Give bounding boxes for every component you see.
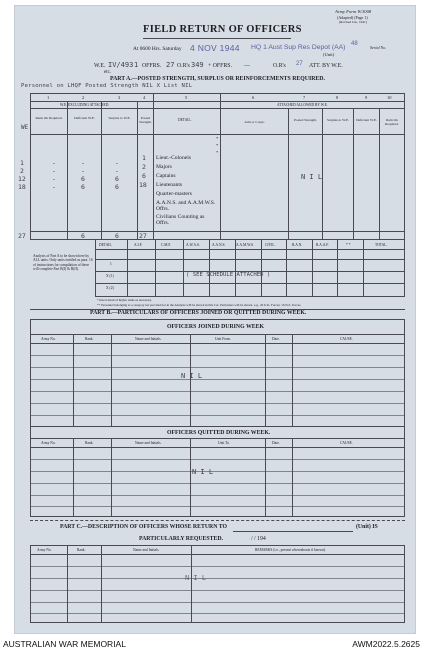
total-we: 27 bbox=[18, 232, 26, 240]
row-we-value: 2 bbox=[20, 167, 24, 175]
stamp-number-2: 27 bbox=[296, 61, 303, 67]
or2-label: O.R's bbox=[273, 63, 286, 69]
analysis-row-label: X (2) bbox=[106, 286, 114, 290]
col-number: 8 bbox=[336, 95, 339, 100]
col-head: Deficient W.E. bbox=[356, 118, 377, 122]
row-we-value: 1 bbox=[20, 159, 24, 167]
row-dash: - bbox=[52, 159, 56, 167]
part-b-heading: PART B.—PARTICULARS OF OFFICERS JOINED OR QUITTED DURING WEEK. bbox=[90, 310, 307, 316]
analysis-note: Analysis of Part A to be shown here by ALL units. Only units entitled as para. 16 of instructions for compilation of these will complete Part B(I) & B(II). bbox=[33, 254, 93, 271]
joined-col-head: Date. bbox=[272, 337, 280, 341]
joined-nil: N I L bbox=[181, 372, 203, 380]
col-number: 5 bbox=[185, 95, 188, 100]
joined-col-head: Name and Initials. bbox=[135, 337, 162, 341]
footnote-2: ** Personnel belonging to a category not provided for in the Analysis will be shown in this Col. Particulars will be shown, e.g., 20 U.K. Forces; 16 N.Z. Forces. bbox=[97, 303, 302, 307]
analysis-head: C.M.F. bbox=[161, 243, 171, 247]
row-deficient-value: - bbox=[81, 159, 85, 167]
row-posted-value: 18 bbox=[139, 181, 147, 189]
part-c-col-head: REMARKS (i.e., present whereabouts if known). bbox=[255, 548, 326, 552]
date-stamp: 4 NOV 1944 bbox=[190, 43, 240, 53]
quitted-col-head: CAUSE. bbox=[340, 441, 353, 445]
col-head: Posted Strength. bbox=[139, 116, 152, 124]
archive-name: AUSTRALIAN WAR MEMORIAL bbox=[3, 639, 126, 649]
col-head: Posted Strength. bbox=[294, 118, 317, 122]
col-head: Deficient W.E. bbox=[74, 116, 95, 120]
rank-label: Captains bbox=[156, 173, 176, 179]
analysis-head: R.A.A.F. bbox=[316, 243, 329, 247]
analysis-head: A.A.N.S. bbox=[212, 243, 226, 247]
or-value: 27 bbox=[166, 61, 175, 69]
archive-footer bbox=[0, 635, 424, 653]
col-head: Surplus to W.E. bbox=[327, 118, 349, 122]
offrs2-label: + OFFRS. bbox=[208, 63, 232, 69]
dash: — bbox=[244, 63, 250, 69]
part-c-col-head: Army No. bbox=[37, 548, 52, 552]
col-number: 6 bbox=[252, 95, 255, 100]
row-surplus-value: 6 bbox=[115, 175, 119, 183]
quitted-title: OFFICERS QUITTED DURING WEEK. bbox=[167, 430, 271, 436]
analysis-row-label: X (1) bbox=[106, 274, 114, 278]
form-title: FIELD RETURN OF OFFICERS bbox=[143, 24, 302, 35]
row-surplus-value: - bbox=[115, 167, 119, 175]
analysis-head: A.W.A.S. bbox=[186, 243, 200, 247]
schedule-attached-note: ( SEE SCHEDULE ATTACHED ) bbox=[186, 272, 271, 278]
we-value: IV/493 bbox=[108, 61, 134, 69]
analysis-head: * * bbox=[346, 243, 351, 247]
analysis-row-label: 1 bbox=[110, 262, 112, 266]
rank-label: A.A.N.S. and A.A.M.W.S. Offrs. bbox=[156, 200, 216, 212]
col-head: Rein On Required. bbox=[385, 118, 399, 126]
quitted-col-head: Name and Initials. bbox=[135, 441, 162, 445]
accession-number: AWM2022.5.2625 bbox=[352, 639, 420, 649]
quitted-col-head: Army No. bbox=[41, 441, 56, 445]
we-officers-value: 1 bbox=[134, 61, 139, 69]
analysis-head: A.I.F. bbox=[134, 243, 143, 247]
row-deficient-value: 6 bbox=[81, 183, 85, 191]
serial-label: Serial No. bbox=[370, 45, 387, 50]
unit-stamp: HQ 1 Aust Sup Res Depot (AA) bbox=[251, 44, 346, 51]
col-number: 2 bbox=[82, 95, 85, 100]
row-posted-value: 6 bbox=[142, 172, 146, 180]
row-deficient-value: - bbox=[81, 167, 85, 175]
attached-nil: N I L bbox=[301, 173, 323, 181]
row-posted-value: 1 bbox=[142, 154, 146, 162]
rank-label: Majors bbox=[156, 164, 172, 170]
we-label: W.E. bbox=[94, 63, 106, 69]
analysis-head: A.A.M.W.S. bbox=[236, 243, 254, 247]
part-c-unit-is: (Unit) IS bbox=[356, 524, 378, 530]
total-posted: 27 bbox=[139, 232, 147, 240]
col-number: 7 bbox=[303, 95, 306, 100]
total-deficient: 6 bbox=[81, 232, 85, 240]
total-surplus: 6 bbox=[115, 232, 119, 240]
quitted-nil: N I L bbox=[192, 468, 214, 476]
col-head: Arm or Corps. bbox=[244, 120, 265, 124]
part-c-col-head: Name and Initials. bbox=[133, 548, 160, 552]
detail-label: DETAIL. bbox=[178, 118, 192, 122]
row-dash: - bbox=[52, 183, 56, 191]
part-c-date: / / 194 bbox=[251, 536, 266, 542]
analysis-head: CIVIL. bbox=[265, 243, 276, 247]
rank-label: Civilians Counting as Offrs. bbox=[156, 214, 205, 226]
joined-col-head: Rank. bbox=[85, 337, 94, 341]
part-c-heading: PART C.—DESCRIPTION OF OFFICERS WHOSE RETURN TO bbox=[60, 524, 228, 530]
part-a-typed-line: Personnel on LHQF Posted Strength NIL X List NIL bbox=[21, 83, 193, 89]
joined-col-head: CAUSE. bbox=[340, 337, 353, 341]
footnote-1: * Insert detail of higher ranks as necessary. bbox=[97, 298, 152, 302]
part-a-heading: PART A.—POSTED STRENGTH, SURPLUS OR REINFORCEMENTS REQUIRED. bbox=[110, 76, 325, 82]
joined-col-head: Army No. bbox=[41, 337, 56, 341]
or-extra: 349 bbox=[191, 61, 204, 69]
stamp-number: 48 bbox=[351, 41, 358, 47]
form-sheet: Army Form W.3008 (Adapted) (Page 1) (Revised Jan., 1941) FIELD RETURN OF OFFICERS At 0600 Hrs. Saturday 4 NOV 1944 HQ 1 Aust Sup Res Depot (AA) (Unit) Serial No. 48 W.E. IV/493 1 OFFRS. 27 O.R's 349 + OFFRS. — O.R's 27 ATT. BY W.E. etc. PART A.—POSTED STRENGTH, SURPLUS OR REINFORCEMENTS REQUIRED. Personnel on LHQF Posted Strength NIL X List NIL 1 2 3 4 5 6 7 8 9 10 W.E. EXCLUDING ATTACHED. ATTACHED ALLOWED BY W.E. Rank On Required. Deficient W.E. Surplus to W.E. Posted Strength. DETAIL. Arm or Corps. Posted Strength. Surplus to W.E. Deficient W.E. Rein On Required. WE * * * Lieut.-Colonels Majors Captains Lieutenants Quarter-masters A.A.N.S. and A.A.M.W.S. Offrs. Civilians Counting as Offrs. 1 2 12 18 - - - - - - 6 6 - - 6 6 1 2 6 18 N I L 27 6 6 27 Analysis of Part A to be shown here by ALL units. Only units entitled as para. 16 of instructions for compilation of these will complete Part B(I) & B(II). DETAIL A.I.F. C.M.F. A.W.A.S. A.A.N.S. A.A.M.W.S. CIVIL. R.A.N. R.A.A.F. * * TOTAL. 1 X (1) X (2) ( SEE SCHEDULE ATTACHED ) * Insert detail of higher ranks as necessary. ** Personnel belonging to a category not provided for in the Analysis will be shown in this Col. Particulars will be shown, e.g., 20 U.K. Forces; 16 N.Z. Forces. PART B.—PARTICULARS OF OFFICERS JOINED OR QUITTED DURING WEEK. OFFICERS JOINED DURING WEEK Army No. Rank. Name and Initials. Unit From. Date. CAUSE. N I L OFFICERS QUITTED DURING WEEK. Army No. Rank. Name and Initials. Unit To. Date. CAUSE. N I L PART C.—DESCRIPTION OF OFFICERS WHOSE RETURN TO (Unit) IS PARTICULARLY REQUESTED. / / 194 Army No. Rank. Name and Initials. REMARKS (i.e., present whereabouts if known). N I L bbox=[14, 5, 416, 634]
row-surplus-value: 6 bbox=[115, 183, 119, 191]
analysis-head: TOTAL. bbox=[375, 243, 388, 247]
part-c-requested: PARTICULARLY REQUESTED. bbox=[139, 536, 223, 542]
col-number: 10 bbox=[387, 95, 392, 100]
col-number: 9 bbox=[365, 95, 368, 100]
analysis-head: DETAIL bbox=[99, 243, 112, 247]
we-column-marker: WE bbox=[21, 124, 29, 131]
joined-col-head: Unit From. bbox=[215, 337, 231, 341]
rank-label: Quarter-masters bbox=[156, 191, 192, 197]
col-number: 4 bbox=[143, 95, 146, 100]
row-deficient-value: 6 bbox=[81, 175, 85, 183]
at-hours-label: At 0600 Hrs. Saturday bbox=[133, 46, 182, 52]
etc-label: etc. bbox=[104, 70, 112, 75]
quitted-col-head: Unit To. bbox=[218, 441, 230, 445]
unit-label: (Unit) bbox=[323, 52, 335, 57]
joined-title: OFFICERS JOINED DURING WEEK bbox=[167, 324, 265, 330]
quitted-col-head: Date. bbox=[272, 441, 280, 445]
att-label: ATT. BY W.E. bbox=[309, 63, 343, 69]
rank-label: Lieut.-Colonels bbox=[156, 155, 191, 161]
attached-allowed-label: ATTACHED ALLOWED BY W.E. bbox=[277, 103, 328, 107]
form-revised: (Revised Jan., 1941) bbox=[339, 20, 367, 24]
or-label: O.R's bbox=[177, 63, 190, 69]
part-c-nil: N I L bbox=[185, 574, 207, 582]
row-surplus-value: - bbox=[115, 159, 119, 167]
we-offrs-label: OFFRS. bbox=[142, 63, 162, 69]
row-we-value: 12 bbox=[18, 175, 26, 183]
part-c-col-head: Rank. bbox=[77, 548, 86, 552]
row-dash: - bbox=[52, 167, 56, 175]
col-head: Rank On Required. bbox=[35, 116, 63, 120]
rank-label: Lieutenants bbox=[156, 182, 183, 188]
form-adapted: (Adapted) (Page 1) bbox=[337, 15, 368, 20]
analysis-head: R.A.N. bbox=[292, 243, 303, 247]
form-number: Army Form W.3008 bbox=[335, 9, 372, 14]
col-head: Surplus to W.E. bbox=[108, 116, 131, 120]
col-number: 3 bbox=[118, 95, 121, 100]
row-dash: - bbox=[52, 175, 56, 183]
col-number: 1 bbox=[47, 95, 50, 100]
row-we-value: 18 bbox=[18, 183, 26, 191]
quitted-col-head: Rank. bbox=[85, 441, 94, 445]
we-excluding-label: W.E. EXCLUDING ATTACHED. bbox=[60, 103, 110, 107]
row-posted-value: 2 bbox=[142, 163, 146, 171]
